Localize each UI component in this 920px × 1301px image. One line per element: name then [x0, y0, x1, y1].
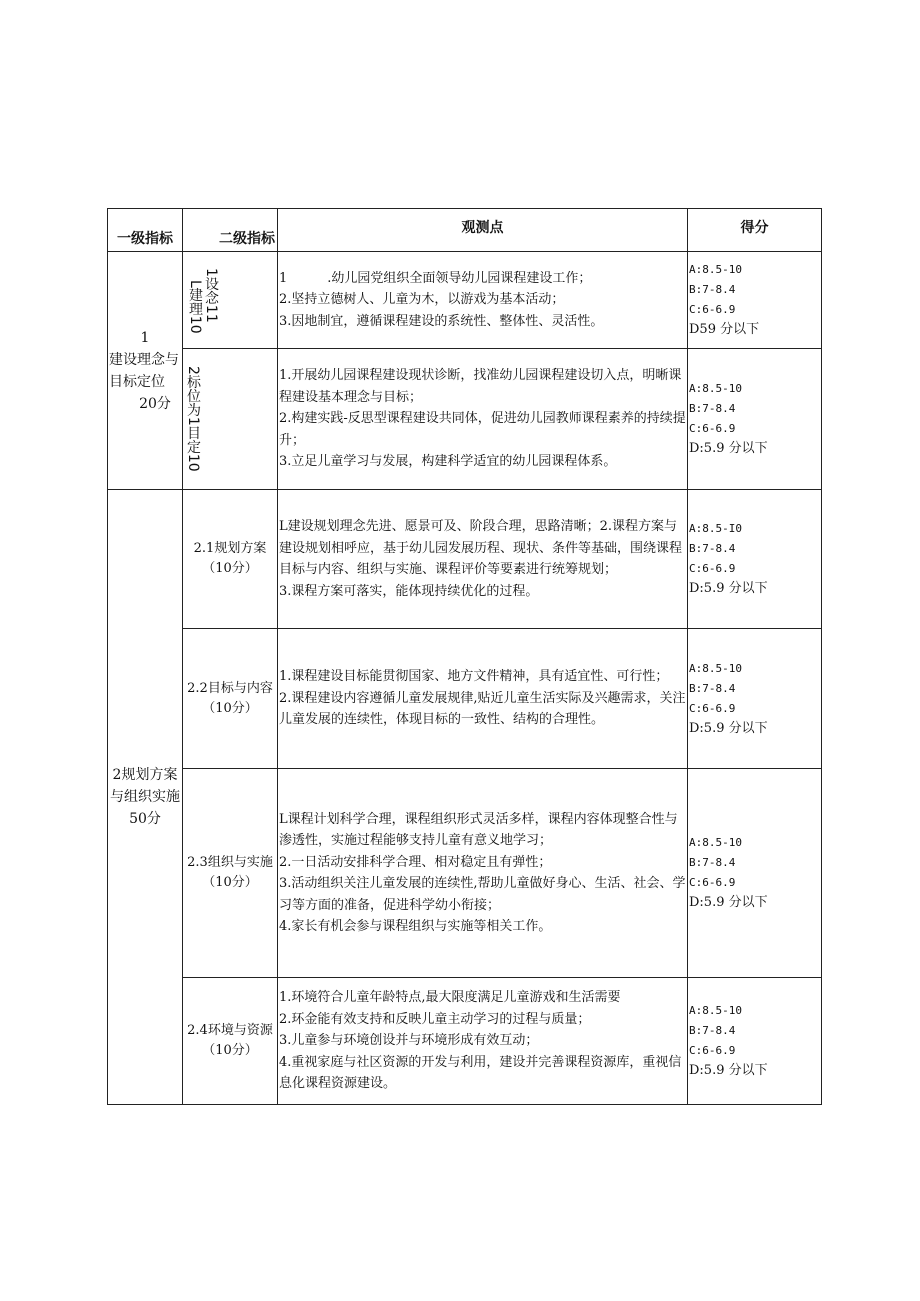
level2-cell-2-2 [183, 629, 278, 769]
score-cell-1-1 [688, 252, 822, 349]
table-row [108, 978, 822, 1105]
header-row [108, 209, 822, 252]
observation-cell-2-3 [278, 769, 688, 978]
level2-cell-2-3 [183, 769, 278, 978]
header-level1: 一级指标 [108, 209, 183, 252]
observation-cell-2-1 [278, 490, 688, 629]
table-row [108, 769, 822, 978]
score-cell-2-3 [688, 769, 822, 978]
observation-line: 1.课程建设目标能贯彻国家、地方文件精神，具有适宜性、可行性； [279, 669, 669, 685]
observation-cell-2-4 [278, 978, 688, 1105]
score-d: D59 分以下 [689, 322, 760, 337]
level2-name: 2.3组织与实施（10分） [187, 855, 273, 890]
score-a: A:8.5-10 [689, 661, 742, 675]
score-b: B:7-8.4 [689, 542, 736, 555]
level2-vertical-a: 1设念11 [203, 268, 219, 323]
level2-vertical-b: L建理10 [187, 280, 203, 334]
observation-cell-2-2 [278, 629, 688, 769]
score-a: A:8.5-10 [689, 1004, 742, 1017]
observation-line: 4.重视家庭与社区资源的开发与利用，建设并完善课程资源库，重视信息化课程资源建设。 [279, 1054, 682, 1092]
score-cell-2-1 [688, 490, 822, 629]
level2-name: 2.2目标与内容 [187, 680, 273, 696]
score-d: D:5.9 分以下 [689, 1063, 768, 1078]
observation-line: 2.课程建设内容遵循儿童发展规律,贴近儿童生活实际及兴趣需求，关注儿童发展的连续性，体现目标的一致性、结构的合理性。 [279, 690, 686, 728]
level1-number: 1 [140, 329, 150, 346]
score-c: C:6-6.9 [689, 303, 736, 316]
observation-line: 4.家长有机会参与课程组织与实施等相关工作。 [279, 919, 552, 934]
score-cell-2-4 [688, 978, 822, 1105]
observation-line: 3.立足儿童学习与发展，构建科学适宜的幼儿园课程体系。 [279, 454, 617, 470]
score-c: C:6-6.9 [689, 876, 736, 889]
score-b: B:7-8.4 [689, 681, 736, 695]
table-row [108, 252, 822, 349]
level1-points: 20分 [139, 395, 171, 412]
level2-cell-2-4 [183, 978, 278, 1105]
score-b: B:7-8.4 [689, 402, 736, 415]
observation-line: 3.课程方案可落实，能体现持续优化的过程。 [279, 583, 539, 599]
score-a: A:8.5-I0 [689, 522, 742, 535]
level2-vertical: 2标位为1目定10 [185, 366, 201, 472]
evaluation-table [107, 208, 822, 1105]
observation-line: 2.环金能有效支持和反映儿童主动学习的过程与质量； [279, 1011, 591, 1027]
observation-line: 3.因地制宜，遵循课程建设的系统性、整体性、灵活性。 [279, 313, 604, 329]
score-d: D:5.9 分以下 [689, 895, 768, 910]
score-c: C:6-6.9 [689, 422, 736, 435]
level1-name: 建设理念与目标定位 [109, 351, 179, 390]
header-score: 得分 [688, 209, 822, 252]
observation-line: 1 .幼儿园党组织全面领导幼儿园课程建设工作； [279, 270, 592, 286]
observation-line: 2.构建实践-反思型课程建设共同体，促进幼儿园教师课程素养的持续提升； [279, 411, 686, 448]
level2-cell-2-1 [183, 490, 278, 629]
score-d: D:5.9 分以下 [689, 581, 768, 596]
level2-cell-1-2 [183, 349, 278, 490]
observation-line: L课程计划科学合理，课程组织形式灵活多样，课程内容体现整合性与渗透性，实施过程能够支持儿童有意义地学习； [279, 811, 678, 848]
level2-cell-1-1 [183, 252, 278, 349]
level2-name: 2.1规划方案 [193, 541, 267, 556]
header-observation: 观测点 [278, 209, 688, 252]
score-cell-2-2 [688, 629, 822, 769]
table-row [108, 490, 822, 629]
score-c: C:6-6.9 [689, 1044, 736, 1057]
score-b: B:7-8.4 [689, 856, 736, 869]
level2-points: （10分） [202, 561, 258, 576]
score-c: C:6-6.9 [689, 701, 736, 715]
level1-name: 2规划方案与组织实施50分 [110, 767, 180, 827]
score-d: D:5.9 分以下 [689, 720, 768, 736]
observation-line: L建设规划理念先进、愿景可及、阶段合理，思路清晰；2.课程方案与建设规划相呼应，基于幼儿园发展历程、现状、条件等基础，围绕课程目标与内容、组织与实施、课程评价等要素进行统筹规划； [279, 519, 683, 577]
score-a: A:8.5-10 [689, 263, 742, 276]
score-a: A:8.5-10 [689, 382, 742, 395]
table-row [108, 629, 822, 769]
score-a: A:8.5-10 [689, 836, 742, 849]
observation-cell-1-1 [278, 252, 688, 349]
header-level2: 二级指标 [183, 209, 278, 252]
table-row [108, 349, 822, 490]
score-cell-1-2 [688, 349, 822, 490]
observation-line: 1.开展幼儿园课程建设现状诊断，找准幼儿园课程建设切入点，明晰课程建设基本理念与目标； [279, 368, 682, 405]
level2-name: 2.4环境与资源（10分） [187, 1023, 273, 1058]
score-b: B:7-8.4 [689, 1024, 736, 1037]
observation-line: 2.坚持立德树人、儿童为木，以游戏为基本活动； [279, 292, 565, 308]
observation-cell-1-2 [278, 349, 688, 490]
observation-line: 3.活动组织关注儿童发展的连续性,帮助儿童做好身心、生活、社会、学习等方面的准备，促进科学幼小衔接； [279, 876, 686, 913]
score-d: D:5.9 分以下 [689, 441, 768, 456]
score-c: C:6-6.9 [689, 562, 736, 575]
observation-line: 2.一日活动安排科学合理、相对稳定且有弹性； [279, 854, 552, 870]
score-b: B:7-8.4 [689, 283, 736, 296]
observation-line: 1.环境符合儿童年龄特点,最大限度满足儿童游戏和生活需要 [279, 990, 621, 1006]
level1-cell-2 [108, 490, 183, 1105]
level2-points: （10分） [202, 700, 258, 716]
level1-cell-1 [108, 252, 183, 490]
observation-line: 3.儿童参与环境创设并与环境形成有效互动； [279, 1033, 539, 1049]
